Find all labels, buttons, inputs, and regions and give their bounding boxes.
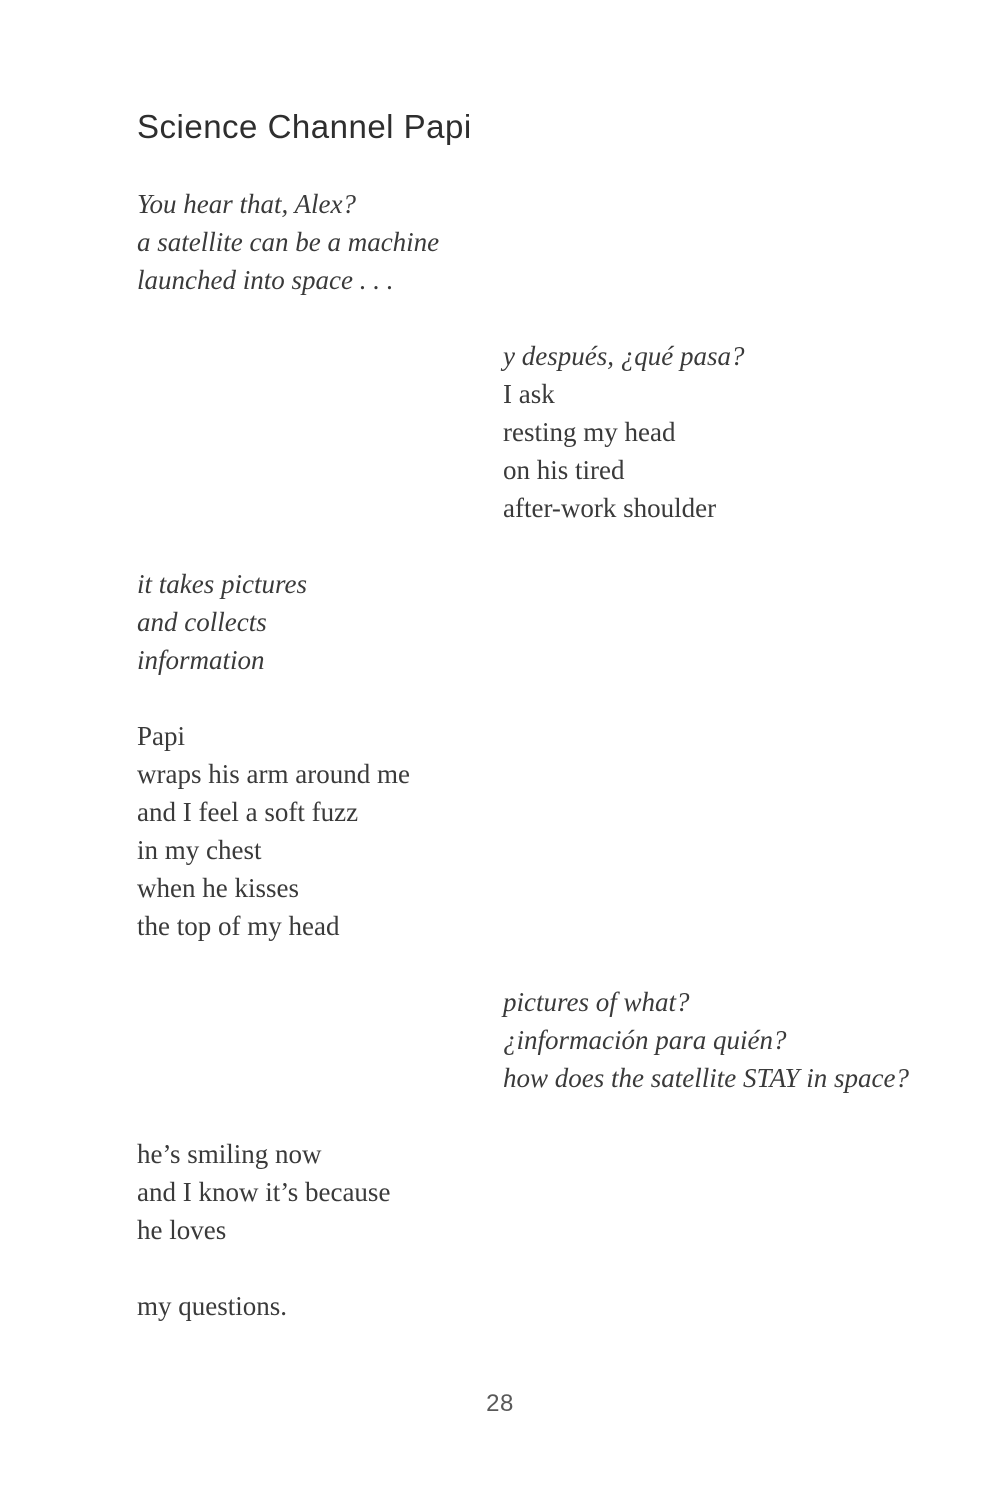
poem-line: pictures of what?: [503, 987, 690, 1017]
poem-line: in my chest: [137, 835, 262, 865]
stanza-5: [503, 983, 957, 1097]
poem-title: Science Channel Papi: [137, 108, 472, 145]
poem-line: wraps his arm around me: [137, 759, 410, 789]
stanza-2: [503, 337, 957, 527]
poem-line: he’s smiling now: [137, 1139, 322, 1169]
poem-line: how does the satellite STAY in space?: [503, 1063, 909, 1093]
stanza-3: [137, 565, 957, 679]
poem-line: information: [137, 645, 265, 675]
poem-line: and collects: [137, 607, 267, 637]
poem-line: You hear that, Alex?: [137, 189, 357, 219]
poem-line: after-work shoulder: [503, 493, 717, 523]
stanza-4: [137, 717, 957, 945]
poem-line: the top of my head: [137, 911, 340, 941]
poem-line: and I feel a soft fuzz: [137, 797, 359, 827]
stanza-7: [137, 1287, 957, 1325]
poem-line: and I know it’s because: [137, 1177, 391, 1207]
poem-line: y después, ¿qué pasa?: [503, 341, 745, 371]
poem-line: my questions.: [137, 1291, 288, 1321]
stanza-1: [137, 185, 957, 299]
poem-line: resting my head: [503, 417, 676, 447]
poem-line: it takes pictures: [137, 569, 307, 599]
poem-line: I ask: [503, 379, 555, 409]
page-number: 28: [486, 1390, 514, 1417]
poem-line: he loves: [137, 1215, 227, 1245]
poem-line: a satellite can be a machine: [137, 227, 440, 257]
poem-body: [137, 185, 957, 1363]
stanza-6: [137, 1135, 957, 1249]
poem-line: on his tired: [503, 455, 625, 485]
poem-line: when he kisses: [137, 873, 299, 903]
poem-line: launched into space . . .: [137, 265, 394, 295]
poem-line: Papi: [137, 721, 186, 751]
poem-line: ¿información para quién?: [503, 1025, 787, 1055]
